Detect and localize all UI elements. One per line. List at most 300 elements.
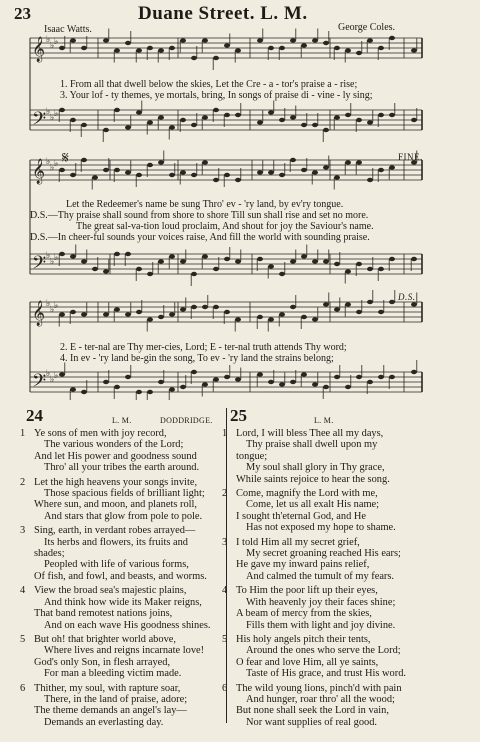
stanza-line: God's only Son, in flesh arrayed, [34,656,171,668]
note-head [191,123,197,127]
stanza [20,525,224,582]
flat-sign: ♭ [46,157,51,167]
stanza [222,682,436,729]
stanza-line: And on each wave His goodness shines. [44,619,211,631]
stanza-line: The theme demands an angel's lay— [34,705,187,717]
stanza-line: The wild young lions, pinch'd with pain [236,682,402,694]
note-head [103,38,109,42]
note-head [290,380,296,384]
note-head [169,173,175,177]
note-head [136,310,142,314]
note-head [279,118,285,122]
note-head [202,160,208,164]
stanza-line: There, in the land of praise, adore; [44,693,188,705]
stanza-line: O fear and love Him, all ye saints, [236,656,379,668]
note-head [323,165,329,169]
flat-sign: ♭ [54,253,59,263]
note-head [81,46,87,50]
note-head [202,38,208,42]
flat-sign: ♭ [50,257,55,267]
note-head [301,43,307,47]
stanza-line: The various wonders of the Lord; [44,439,184,451]
note-head [268,170,274,174]
note-head [136,110,142,114]
note-head [389,165,395,169]
ds-marking: D.S. [398,292,416,302]
lyric-line-verse-1-ds: D.S.—Thy praise shall sound from shore to shore Till sun shall rise and set no more. [30,210,369,221]
note-head [114,48,120,52]
stanza-line: His holy angels pitch their tents, [236,633,371,645]
note-head [136,390,142,394]
note-head [378,46,384,50]
note-head [103,128,109,132]
note-head [323,385,329,389]
hymn-24-author: DODDRIDGE. [160,416,213,425]
note-head [356,160,362,164]
note-head [268,110,274,114]
note-head [334,375,340,379]
note-head [268,380,274,384]
note-head [70,387,76,391]
note-head [213,305,219,309]
note-head [103,269,109,273]
note-head [367,38,373,42]
note-head [202,254,208,258]
treble-clef: 𝄞 [32,37,46,62]
note-head [191,173,197,177]
note-head [213,377,219,381]
flat-sign: ♭ [46,35,51,45]
bass-clef: 𝄢 [32,371,47,396]
stanza-line: tongue; [236,450,268,462]
flat-sign: ♭ [50,305,55,315]
note-head [59,168,65,172]
stanza-number: 5 [20,633,26,645]
hymn-24-meter: L. M. [112,416,132,425]
stanza [222,488,436,534]
note-head [345,269,351,273]
note-head [191,305,197,309]
note-head [301,123,307,127]
note-head [147,120,153,124]
note-head [224,257,230,261]
stanza-line: shades; [34,548,65,560]
stanza-line: Thither, my soul, with rapture soar, [34,682,181,694]
note-head [158,115,164,119]
note-head [345,385,351,389]
note-head [213,178,219,182]
note-head [191,56,197,60]
note-head [411,302,417,306]
stanza-number: 6 [20,682,26,694]
lyric-line-verse-3-ds: D.S.—In cheer-ful sounds your voices raise, And fill the world with sounding praise. [30,232,370,243]
note-head [279,173,285,177]
flat-sign: ♭ [54,159,59,169]
stanza-line: And stars that glow from pole to pole. [44,510,203,522]
stanza [222,428,436,485]
stanza-line: Around the ones who serve the Lord; [246,645,401,657]
note-head [59,312,65,316]
note-head [235,178,241,182]
note-head [345,160,351,164]
stanza-line: Has not exposed my hope to shame. [246,522,396,534]
hymn-number-25: 25 [230,406,247,425]
stanza-line: I sought th'eternal God, and He [236,510,366,522]
note-head [378,267,384,271]
stanza-line: That band remotest nations joins, [34,608,173,620]
lyric-line-verse-1: 1. From all that dwell below the skies, Let the Cre - a - tor's praise a - rise; [60,79,358,90]
note-head [180,385,186,389]
note-head [180,118,186,122]
flat-sign: ♭ [50,113,55,123]
note-head [103,168,109,172]
note-head [301,372,307,376]
note-head [367,120,373,124]
note-head [147,390,153,394]
hymn-number-24: 24 [26,406,43,425]
treble-clef: 𝄞 [32,301,46,326]
note-head [367,380,373,384]
note-head [103,380,109,384]
note-head [268,46,274,50]
note-head [290,115,296,119]
note-head [213,56,219,60]
note-head [202,382,208,386]
note-head [334,46,340,50]
note-head [301,254,307,258]
stanza-number: 5 [222,633,228,645]
lyric-line-verse-1-refrain: Let the Redeemer's name be sung Thro' ev - 'ry land, by ev'ry tongue. [66,199,344,210]
stanza-line: Lord, I will bless Thee all my days, [236,428,384,439]
note-head [125,375,131,379]
note-head [279,46,285,50]
note-head [213,267,219,271]
note-head [312,170,318,174]
note-head [334,115,340,119]
stanza-line: Its herbs and flowers, its fruits and [44,536,188,548]
stanza-line: Let the high heavens your songs invite, [34,476,198,488]
note-head [180,307,186,311]
stanza-number: 3 [222,536,228,548]
note-head [378,168,384,172]
hymn-25-meter: L. M. [314,416,334,425]
stanza [222,633,436,680]
lyric-line-verse-3: 3. Your lof - ty themes, ye mortals, bring, In songs of praise di - vine - ly sing; [60,90,373,101]
stanza-line: Come, magnify the Lord with me, [236,488,378,500]
note-head [257,170,263,174]
note-head [356,118,362,122]
note-head [312,382,318,386]
stanza-number: 1 [222,428,228,439]
treble-clef: 𝄞 [32,159,46,184]
note-head [92,267,98,271]
note-head [224,173,230,177]
note-head [70,118,76,122]
stanza-line: Where lives and reigns incarnate love! [44,645,205,657]
stanza-line: And calmed the tumult of my fears. [246,570,395,582]
fine-marking: FINE. [398,152,423,162]
stanza-number: 6 [222,682,228,694]
note-head [81,158,87,162]
composer-credit: George Coles. [338,22,396,33]
stanza-line: Where sun, and moon, and planets roll, [34,499,198,511]
note-head [257,257,263,261]
note-head [125,125,131,129]
flat-sign: ♭ [54,109,59,119]
note-head [235,48,241,52]
flat-sign: ♭ [50,41,55,51]
note-head [389,257,395,261]
note-head [345,302,351,306]
note-head [70,310,76,314]
flat-sign: ♭ [46,299,51,309]
note-head [268,264,274,268]
note-head [213,108,219,112]
note-head [59,252,65,256]
note-head [158,315,164,319]
note-head [224,310,230,314]
stanza-number: 2 [20,476,26,488]
note-head [312,38,318,42]
note-head [334,262,340,266]
note-head [345,113,351,117]
hymn-tune-title: Duane Street. L. M. [138,3,308,24]
stanza [222,536,436,583]
stanza-number: 2 [222,488,228,500]
hymn-25-text [222,428,436,731]
note-head [378,310,384,314]
note-head [169,125,175,129]
note-head [59,372,65,376]
note-head [257,120,263,124]
stanza-line: Thy praise shall dwell upon my [246,439,378,451]
note-head [279,382,285,386]
stanza-line: And think how wide its Maker reigns, [44,596,202,608]
note-head [169,312,175,316]
note-head [290,158,296,162]
flat-sign: ♭ [50,163,55,173]
stanza-line: And let His power and goodness sound [34,450,197,462]
note-head [356,375,362,379]
note-head [367,178,373,182]
note-head [158,259,164,263]
stanza-line: But none shall seek the Lord in vain, [236,705,389,717]
flat-sign: ♭ [46,107,51,117]
bass-clef: 𝄢 [32,253,47,278]
stanza-line: My soul shall glory in Thy grace, [246,462,385,474]
flat-sign: ♭ [54,371,59,381]
note-head [312,317,318,321]
note-head [125,170,131,174]
note-head [103,312,109,316]
hymn-24-text [20,428,224,731]
stanza-line: Taste of His grace, and trust His word. [246,668,406,680]
note-head [114,385,120,389]
flat-sign: ♭ [54,301,59,311]
note-head [70,173,76,177]
note-head [378,375,384,379]
stanza [222,585,436,631]
note-head [81,390,87,394]
note-head [323,128,329,132]
note-head [389,113,395,117]
note-head [224,375,230,379]
note-head [136,173,142,177]
note-head [136,48,142,52]
note-head [279,312,285,316]
stanza [20,585,224,631]
lyric-line-verse-3-refrain: The great sal-va-tion loud proclaim, And shout for joy the Saviour's name. [76,221,374,232]
stanza-line: Fills them with light and joy divine. [246,619,396,631]
stanza-line: Thro' all your tribes the earth around. [44,462,200,474]
note-head [70,38,76,42]
stanza-number: 1 [20,428,26,439]
note-head [202,305,208,309]
note-head [202,115,208,119]
note-head [279,272,285,276]
note-head [323,41,329,45]
lyricist-credit: Isaac Watts. [44,24,92,35]
stanza-line: Ye sons of men with joy record, [34,428,167,439]
note-head [323,302,329,306]
note-head [180,170,186,174]
note-head [268,317,274,321]
note-head [114,307,120,311]
note-head [147,163,153,167]
note-head [411,118,417,122]
note-head [389,300,395,304]
note-head [235,377,241,381]
note-head [290,38,296,42]
note-head [411,48,417,52]
note-head [125,41,131,45]
note-head [180,38,186,42]
note-head [125,312,131,316]
stanza-line: For man a bleeding victim made. [44,668,182,680]
stanza-number: 4 [222,585,228,597]
note-head [257,315,263,319]
column-divider [226,408,227,723]
note-head [92,175,98,179]
note-head [147,317,153,321]
flat-sign: ♭ [46,369,51,379]
stanza-line: Those spacious fields of brilliant light; [44,488,205,500]
note-head [389,36,395,40]
stanza-line: And hunger, roar thro' all the wood; [246,693,395,705]
note-head [334,175,340,179]
note-head [169,46,175,50]
stanza-line: A beam of mercy from the skies, [236,608,372,620]
note-head [312,123,318,127]
note-head [191,272,197,276]
stanza-line: Demands an everlasting day. [44,716,164,728]
note-head [411,257,417,261]
note-head [81,123,87,127]
note-head [378,113,384,117]
stanza-line: I told Him all my secret grief, [236,536,360,548]
stanza [20,428,224,474]
flat-sign: ♭ [46,251,51,261]
note-head [356,51,362,55]
note-head [70,254,76,258]
note-head [81,259,87,263]
note-head [356,310,362,314]
note-head [59,46,65,50]
stanza-line: To Him the poor lift up their eyes, [236,585,378,597]
lyric-line-verse-2: 2. E - ter-nal are Thy mer-cies, Lord; E - ter-nal truth attends Thy word; [60,342,347,353]
note-head [235,113,241,117]
note-head [257,372,263,376]
stanza-line: View the broad sea's majestic plains, [34,585,187,597]
note-head [290,259,296,263]
note-head [81,312,87,316]
note-head [235,259,241,263]
stanza-number: 3 [20,525,26,537]
note-head [312,259,318,263]
flat-sign: ♭ [50,375,55,385]
note-head [257,38,263,42]
note-head [411,370,417,374]
note-head [114,168,120,172]
stanza-line: Nor want supplies of real good. [246,716,378,728]
note-head [169,254,175,258]
page-number: 23 [14,4,31,23]
bass-clef: 𝄢 [32,109,47,134]
stanza [20,633,224,680]
stanza-line: Peopled with life of various forms, [44,559,189,571]
stanza-line: Sing, earth, in verdant robes arrayed— [34,525,196,537]
note-head [323,259,329,263]
note-head [158,160,164,164]
note-head [235,317,241,321]
note-head [356,262,362,266]
note-head [290,305,296,309]
flat-sign: ♭ [54,37,59,47]
note-head [191,370,197,374]
note-head [114,108,120,112]
stanza-line: Come, let us all exalt His name; [246,499,380,511]
note-head [158,48,164,52]
note-head [136,267,142,271]
note-head [224,113,230,117]
note-head [180,259,186,263]
note-head [147,272,153,276]
stanza-number: 4 [20,585,26,597]
stanza-line: But oh! that brighter world above, [34,633,176,645]
note-head [224,43,230,47]
stanza [20,682,224,729]
note-head [367,300,373,304]
stanza [20,476,224,523]
stanza-line: With heavenly joy their faces shine; [246,596,396,608]
segno-icon: 𝄋 [62,148,69,167]
note-head [334,307,340,311]
stanza-line: While saints rejoice to hear the song. [236,473,390,485]
note-head [59,108,65,112]
stanza-line: Of fish, and fowl, and beasts, and worms. [34,570,207,582]
note-head [169,387,175,391]
lyric-line-verse-4: 4. In ev - 'ry land be-gin the song, To ev - 'ry land the strains belong; [60,353,334,364]
stanza-line: He gave my inward pains relief, [236,559,370,571]
note-head [147,46,153,50]
note-head [125,252,131,256]
note-head [345,48,351,52]
note-head [158,380,164,384]
stanza-line: My secret groaning reached His ears; [246,548,401,560]
note-head [367,267,373,271]
note-head [301,315,307,319]
note-head [301,168,307,172]
